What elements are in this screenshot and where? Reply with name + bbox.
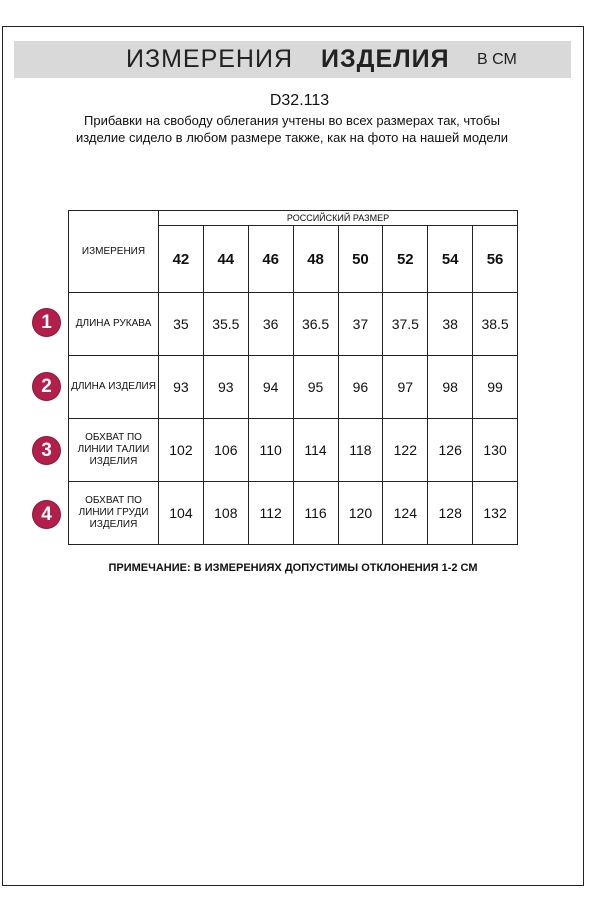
table-cell: 130 bbox=[473, 419, 518, 482]
table-cell: 116 bbox=[293, 482, 338, 545]
row-label: ДЛИНА РУКАВА bbox=[69, 293, 159, 356]
table-cell: 120 bbox=[338, 482, 383, 545]
table-cell: 36 bbox=[248, 293, 293, 356]
table-row bbox=[69, 419, 518, 482]
size-header: 48 bbox=[293, 226, 338, 293]
table-cell: 124 bbox=[383, 482, 428, 545]
table-cell: 126 bbox=[428, 419, 473, 482]
corner-label: ИЗМЕРЕНИЯ bbox=[69, 211, 159, 293]
size-header: 50 bbox=[338, 226, 383, 293]
table-cell: 104 bbox=[159, 482, 204, 545]
title-banner bbox=[14, 41, 571, 78]
table-cell: 35 bbox=[159, 293, 204, 356]
table-cell: 98 bbox=[428, 356, 473, 419]
table-cell: 93 bbox=[203, 356, 248, 419]
size-header: 46 bbox=[248, 226, 293, 293]
row-number-badge: 2 bbox=[33, 373, 60, 400]
table-cell: 122 bbox=[383, 419, 428, 482]
table-cell: 132 bbox=[473, 482, 518, 545]
table-cell: 37 bbox=[338, 293, 383, 356]
table-row bbox=[69, 293, 518, 356]
table-cell: 35.5 bbox=[203, 293, 248, 356]
table-row bbox=[69, 482, 518, 545]
row-number-badge: 4 bbox=[33, 501, 60, 528]
table-cell: 36.5 bbox=[293, 293, 338, 356]
size-header: 44 bbox=[203, 226, 248, 293]
table-cell: 118 bbox=[338, 419, 383, 482]
size-header: 54 bbox=[428, 226, 473, 293]
row-label: ОБХВАТ ПО ЛИНИИ ТАЛИИ ИЗДЕЛИЯ bbox=[69, 419, 159, 482]
size-header: 56 bbox=[473, 226, 518, 293]
table-cell: 38 bbox=[428, 293, 473, 356]
table-cell: 99 bbox=[473, 356, 518, 419]
row-label: ДЛИНА ИЗДЕЛИЯ bbox=[69, 356, 159, 419]
table-cell: 106 bbox=[203, 419, 248, 482]
banner-title-part1: ИЗМЕРЕНИЯ bbox=[126, 45, 293, 73]
table-cell: 102 bbox=[159, 419, 204, 482]
table-cell: 97 bbox=[383, 356, 428, 419]
banner-title-part2: ИЗДЕЛИЯ bbox=[321, 45, 450, 73]
row-number-badge: 3 bbox=[33, 437, 60, 464]
size-table bbox=[68, 210, 518, 545]
table-cell: 110 bbox=[248, 419, 293, 482]
fit-description: Прибавки на свободу облегания учтены во всех размерах так, чтобы изделие сидело в любом размере также, как на фото на нашей модели bbox=[75, 113, 509, 145]
tolerance-note: ПРИМЕЧАНИЕ: В ИЗМЕРЕНИЯХ ДОПУСТИМЫ ОТКЛОНЕНИЯ 1-2 СМ bbox=[108, 562, 478, 574]
size-header: 52 bbox=[383, 226, 428, 293]
size-header: 42 bbox=[159, 226, 204, 293]
table-cell: 128 bbox=[428, 482, 473, 545]
table-cell: 37.5 bbox=[383, 293, 428, 356]
table-cell: 95 bbox=[293, 356, 338, 419]
row-number-badge: 1 bbox=[33, 309, 60, 336]
row-label: ОБХВАТ ПО ЛИНИИ ГРУДИ ИЗДЕЛИЯ bbox=[69, 482, 159, 545]
table-row bbox=[69, 356, 518, 419]
size-group-header: РОССИЙСКИЙ РАЗМЕР bbox=[159, 211, 518, 226]
table-cell: 94 bbox=[248, 356, 293, 419]
table-cell: 108 bbox=[203, 482, 248, 545]
table-cell: 93 bbox=[159, 356, 204, 419]
table-cell: 112 bbox=[248, 482, 293, 545]
table-cell: 96 bbox=[338, 356, 383, 419]
table-cell: 114 bbox=[293, 419, 338, 482]
table-cell: 38.5 bbox=[473, 293, 518, 356]
banner-unit: В СМ bbox=[477, 51, 517, 68]
product-code: D32.113 bbox=[269, 92, 330, 109]
